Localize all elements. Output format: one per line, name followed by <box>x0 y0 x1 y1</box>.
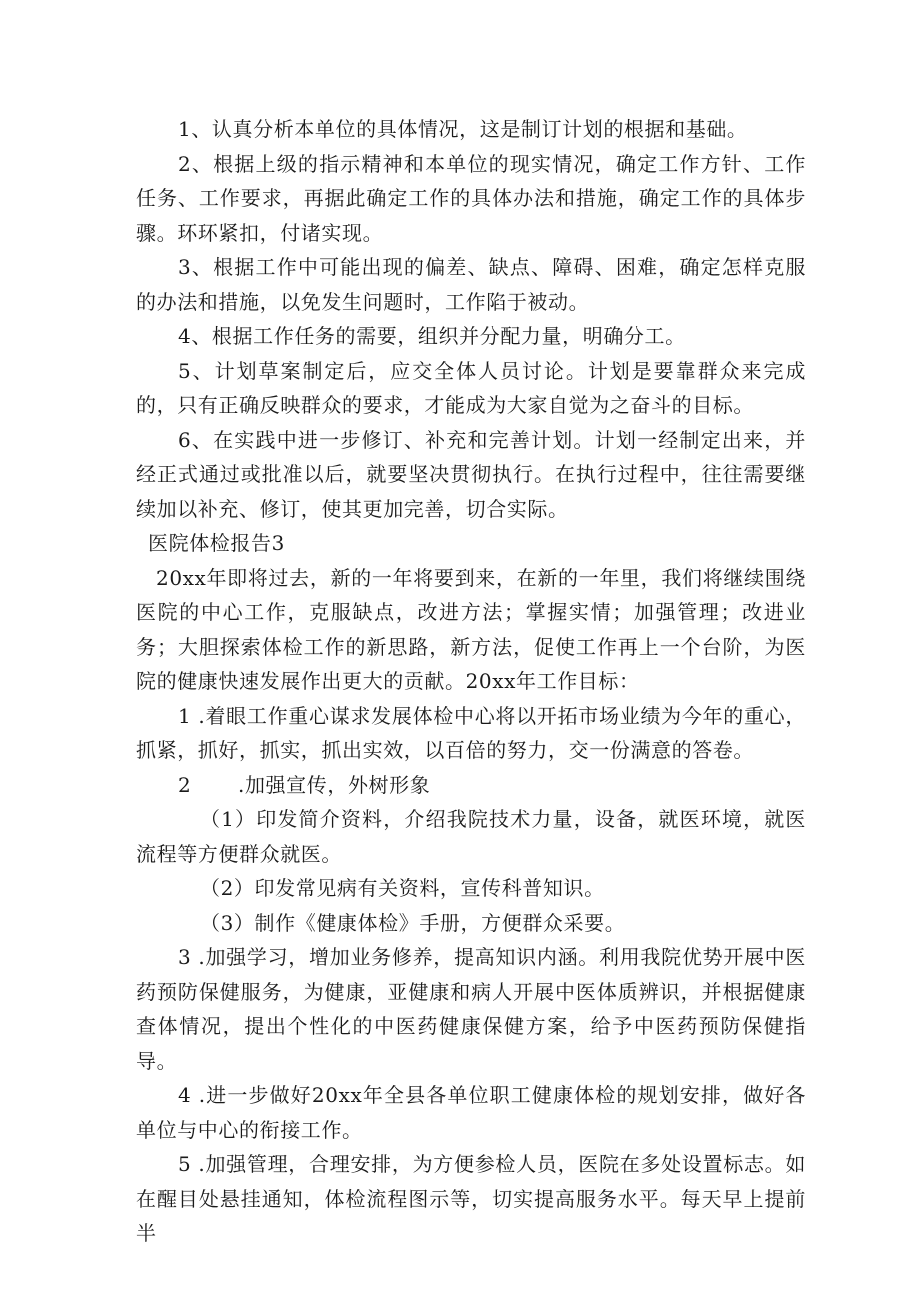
paragraph-2: 2、根据上级的指示精神和本单位的现实情况，确定工作方针、工作任务、工作要求，再据此确定工作的具体办法和措施，确定工作的具体步骤。环环紧扣，付诸实现。 <box>136 151 806 245</box>
goal-item-2-text: .加强宣传，外树形象 <box>238 772 431 797</box>
sub-item-3: （3）制作《健康体检》手册，方便群众采要。 <box>200 910 626 935</box>
sub-item-1: （1）印发简介资料，介绍我院技术力量，设备，就医环境，就医流程等方便群众就医。 <box>136 807 806 866</box>
intro-paragraph: 20xx年即将过去，新的一年将要到来，在新的一年里，我们将继续围绕医院的中心工作，克服缺点，改进方法；掌握实情；加强管理；改进业务；大胆探索体检工作的新思路，新方法，促使工作再上一个台阶，为医院的健康快速发展作出更大的贡献。20xx年工作目标： <box>136 565 806 693</box>
goal-item-1: 1 .着眼工作重心谋求发展体检中心将以开拓市场业绩为今年的重心，抓紧，抓好，抓实，抓出实效，以百倍的努力，交一份满意的答卷。 <box>136 703 806 762</box>
goal-item-2 <box>136 768 806 803</box>
paragraph-3: 3、根据工作中可能出现的偏差、缺点、障碍、困难，确定怎样克服的办法和措施，以免发生问题时，工作陷于被动。 <box>136 255 806 314</box>
section-heading: 医院体检报告3 <box>148 531 285 555</box>
goal-item-5: 5 .加强管理，合理安排，为方便参检人员，医院在多处设置标志。如在醒目处悬挂通知，体检流程图示等，切实提高服务水平。每天早上提前半 <box>136 1152 806 1245</box>
sub-item-2: （2）印发常见病有关资料，宣传科普知识。 <box>200 876 605 900</box>
document-page <box>136 112 806 1251</box>
paragraph-6: 6、在实践中进一步修订、补充和完善计划。计划一经制定出来，并经正式通过或批准以后，就要坚决贯彻执行。在执行过程中，往往需要继续加以补充、修订，使其更加完善，切合实际。 <box>136 427 806 521</box>
paragraph-5: 5、计划草案制定后，应交全体人员讨论。计划是要靠群众来完成的，只有正确反映群众的要求，才能成为大家自觉为之奋斗的目标。 <box>136 358 806 417</box>
paragraph-4: 4、根据工作任务的需要，组织并分配力量，明确分工。 <box>178 324 686 348</box>
goal-item-2-number: 2 <box>178 772 192 797</box>
paragraph-1: 1、认真分析本单位的具体情况，这是制订计划的根据和基础。 <box>178 117 748 141</box>
goal-item-4: 4 .进一步做好20xx年全县各单位职工健康体检的规划安排，做好各单位与中心的衔接工作。 <box>136 1083 806 1142</box>
goal-item-3: 3 .加强学习，增加业务修养，提高知识内涵。利用我院优势开展中医药预防保健服务，为健康，亚健康和病人开展中医体质辨识，并根据健康查体情况，提出个性化的中医药健康保健方案，给予中医药预防保健指导。 <box>136 945 806 1073</box>
